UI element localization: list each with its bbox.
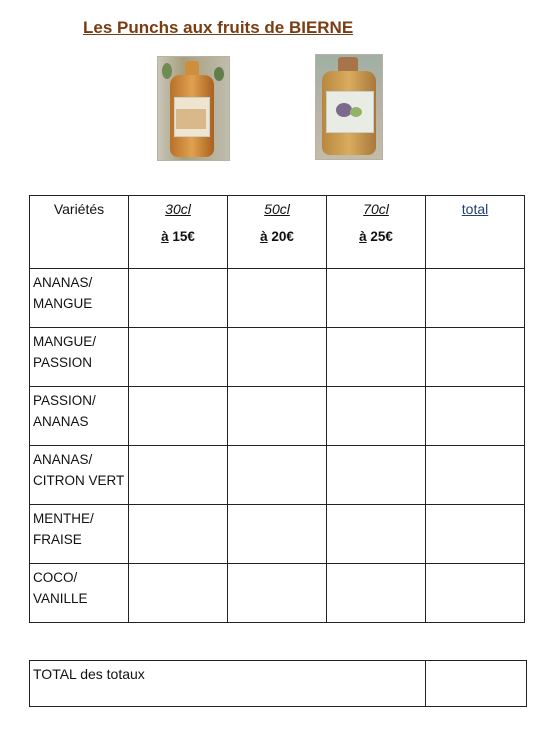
grand-total-value[interactable] [426, 661, 527, 707]
bottle-photo-1 [157, 56, 230, 161]
variety-cell: COCO/ VANILLE [30, 564, 129, 623]
table-row [30, 269, 525, 328]
price-table [29, 195, 525, 623]
table-row [30, 328, 525, 387]
header-total: total [426, 196, 525, 269]
qty-70cl-cell[interactable] [327, 564, 426, 623]
variety-cell: PASSION/ ANANAS [30, 387, 129, 446]
table-row [30, 564, 525, 623]
row-total-cell[interactable] [426, 505, 525, 564]
page-title: Les Punchs aux fruits de BIERNE [83, 18, 354, 37]
qty-50cl-cell[interactable] [228, 387, 327, 446]
row-total-cell[interactable] [426, 328, 525, 387]
qty-50cl-cell[interactable] [228, 269, 327, 328]
grand-total-table [29, 660, 527, 707]
header-30cl: 30cl à 15€ [129, 196, 228, 269]
qty-50cl-cell[interactable] [228, 564, 327, 623]
qty-50cl-cell[interactable] [228, 446, 327, 505]
header-row [30, 196, 525, 269]
variety-cell: ANANAS/ MANGUE [30, 269, 129, 328]
qty-30cl-cell[interactable] [129, 269, 228, 328]
qty-70cl-cell[interactable] [327, 446, 426, 505]
row-total-cell[interactable] [426, 387, 525, 446]
qty-30cl-cell[interactable] [129, 505, 228, 564]
qty-70cl-cell[interactable] [327, 505, 426, 564]
qty-50cl-cell[interactable] [228, 328, 327, 387]
header-50cl: 50cl à 20€ [228, 196, 327, 269]
qty-30cl-cell[interactable] [129, 446, 228, 505]
table-row [30, 446, 525, 505]
bottle-photo-2 [315, 54, 383, 160]
qty-70cl-cell[interactable] [327, 328, 426, 387]
row-total-cell[interactable] [426, 564, 525, 623]
table-row [30, 387, 525, 446]
qty-50cl-cell[interactable] [228, 505, 327, 564]
row-total-cell[interactable] [426, 269, 525, 328]
qty-30cl-cell[interactable] [129, 328, 228, 387]
variety-cell: MENTHE/ FRAISE [30, 505, 129, 564]
row-total-cell[interactable] [426, 446, 525, 505]
variety-cell: MANGUE/ PASSION [30, 328, 129, 387]
grand-total-label: TOTAL des totaux [30, 661, 426, 707]
qty-70cl-cell[interactable] [327, 269, 426, 328]
qty-70cl-cell[interactable] [327, 387, 426, 446]
grand-total-row [30, 661, 527, 707]
qty-30cl-cell[interactable] [129, 387, 228, 446]
header-70cl: 70cl à 25€ [327, 196, 426, 269]
table-row [30, 505, 525, 564]
variety-cell: ANANAS/ CITRON VERT [30, 446, 129, 505]
header-varietes: Variétés [30, 196, 129, 269]
qty-30cl-cell[interactable] [129, 564, 228, 623]
